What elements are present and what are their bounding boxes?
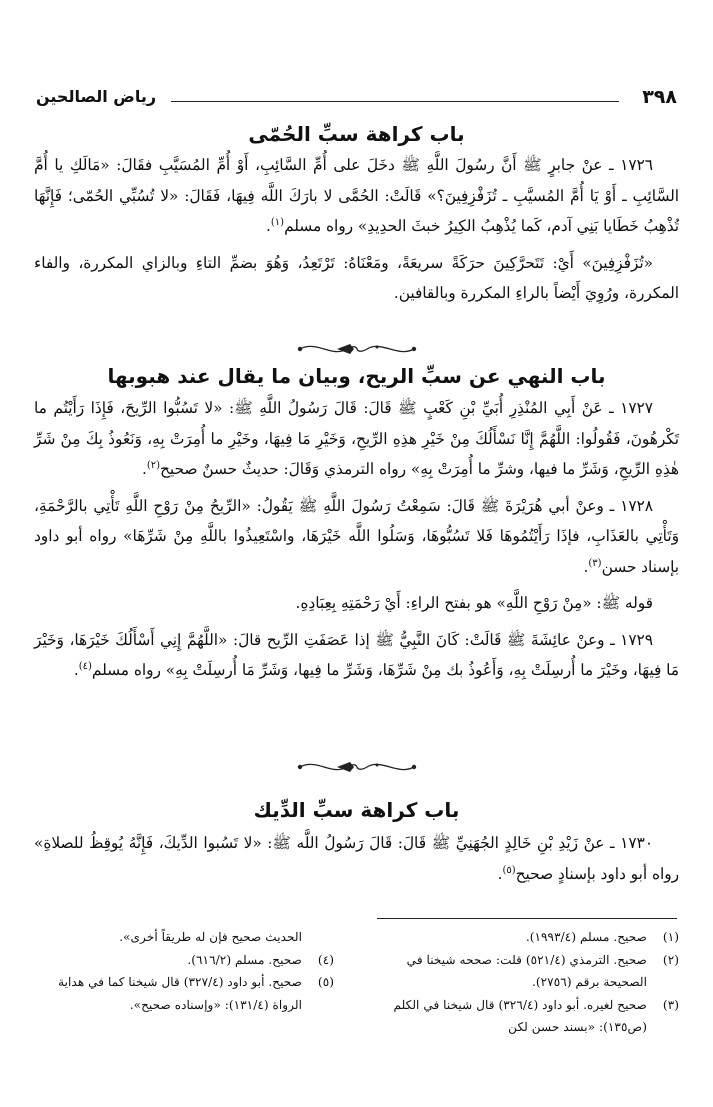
ornament-divider-icon [292,756,422,778]
paragraph-text: قوله ﷺ: «مِنْ رَوْحِ اللَّهِ» هو بفتح الراءِ: أَيْ رَحْمَتِهِ بِعِبَادِهِ. [295,594,653,612]
hadith-1728: ١٧٢٨ ـ وعنْ أبي هُرَيْرَةَ ﷺ قَالَ: سَمِعْتُ رَسُولَ اللَّهِ ﷺ يَقُولُ: «الرِّيحُ مِنْ رَوْحِ اللَّهِ تَأْتِي بالرَّحْمَةِ، وَتَأْتِي بالعَذَابِ، فإذَا رَأَيْتُمُوهَا فَلا تَسُبُّوهَا، وَسَلُوا اللَّه خَيْرَهَا، واسْتَعِيذُوا باللَّهِ مِنْ شَرِّهَا» رواه أبو داود بإسناد حسن$^{(٣)}$. [34,496,679,576]
chapter-body-fever [34,150,679,309]
paragraph-text: ١٧٢٨ ـ وعنْ أبي هُرَيْرَةَ ﷺ قَالَ: سَمِعْتُ رَسُولَ اللَّهِ ﷺ يَقُولُ: «الرِّيحُ مِنْ رَوْحِ اللَّهِ تَأْتِي بالرَّحْمَةِ، وَتَأْتِي بالعَذَابِ، فإذَا رَأَيْتُمُوهَا فَلا تَسُبُّوهَا، وَسَلُوا اللَّه خَيْرَهَا، واسْتَعِيذُوا باللَّهِ مِنْ شَرِّهَا» رواه أبو داود بإسناد حسن [34,496,679,576]
footnote-marker: (١) [270,216,285,228]
footnote-number: (١) [662,930,679,944]
footnote-rule [377,918,677,919]
footnote-number: (٤) [317,952,334,967]
footnotes-left-column [34,926,334,1016]
hadith-1730: ١٧٣٠ ـ عنْ زَيْدِ بْنِ خَالِدٍ الجُهَنِيِّ ﷺ قَالَ: قَالَ رَسُولُ اللَّه ﷺ: «لا تَسُبوا الدِّيكَ، فَإِنَّهُ يُوقِظُ للصلاةِ» رواه أبو داود بإسنادٍ صحيح$^{(٥)}$. [34,834,679,883]
footnote-marker: (٤) [78,660,92,672]
paragraph-text: «تُزَفْزِفِينَ» أَيْ: تَتَحرَّكِينَ حرَكَةً سريعَةً، ومَعْنَاهُ: تَرْتَعِدُ، وَهُوَ بضمِّ التاءِ وبالزاي المكررة، والفاء المكررة، ورُوِيَ أَيْضاً بالراءِ المكررة وبالقافين. [34,253,679,302]
chapter-title-rooster: باب كراهة سبِّ الدِّيك [253,798,460,822]
footnote-text: صحيح لغيره. أبو داود (٣٢٦/٤) قال شيخنا في الكلم (ص١٣٥): «بسند حسن لكن [393,997,647,1034]
footnote-marker: (٣) [588,557,602,569]
footnote-marker: (٢) [146,459,161,471]
footnote-text: صحيح. مسلم (٦١٦/٢). [187,952,302,967]
chapter-title-fever: باب كراهة سبِّ الحُمّى [248,122,465,146]
footnote-number: (٥) [317,975,334,989]
ornament-divider-icon [292,338,422,360]
footnote-marker: (٥) [502,864,516,876]
footnote-5 [34,971,334,1016]
book-title: رياض الصالحين [36,87,157,106]
footnote-4 [34,949,334,972]
chapter-title-wind: باب النهي عن سبِّ الريح، وبيان ما يقال عند هبوبها [107,364,606,388]
footnote-3-continuation: الحديث صحيح فإن له طريقاً أخرى». [119,930,302,944]
hadith-1726: ١٧٢٦ ـ عنْ جابرٍ ﷺ أَنَّ رسُولَ اللَّهِ ﷺ دخَلَ على أُمِّ السَّائِبِ، أَوْ أُمِّ المُسَيَّبِ فقَالَ: «مَالَكِ يا أُمَّ السَّائِبِ ـ أَوْ يَا أُمَّ المُسيَّبِ ـ تُزَفْزِفِينَ؟» قَالَتْ: الحُمَّى لا بارَكَ اللَّه فِيهَا، فَقَالَ: «لا تُسُبِّي الحُمّى؛ فَإِنَّهَا تُذْهِبُ خَطَايا بَنِي آدم، كَما يُذْهِبُ الكِيرُ خبثَ الحدِيدِ» رواه مسلم$^{(١)}$. [34,156,679,235]
footnote-3 [364,994,679,1039]
footnote-2 [364,949,679,994]
hadith-1727: ١٧٢٧ ـ عَنْ أَبِي المُنْذِرِ أُبَيِّ بْنِ كَعْبٍ ﷺ قَالَ: قَالَ رَسُولُ اللَّهِ ﷺ: «لا تَسُبُّوا الرِّيحَ، فَإِذَا رَأَيْتُم ما تَكْرهُونَ، فَقُولُوا: اللَّهُمَّ إِنَّا نَسْأَلُكَ مِنْ خَيْرِ هذِهِ الرِّيحِ، وَخَيْرِ مَا فِيهَا، وخَيْرِ ما أُمِرَتْ بِهِ، وَنَعُوذُ بِكَ مِنْ شَرِّ هٰذِهِ الرِّيحِ، وَشَرِّ ما فيها، وشرِّ ما أُمِرَتْ بِهِ» رواه الترمذي وَقَالَ: حديثٌ حسنٌ صحيح$^{(٢)}$. [34,399,679,478]
paragraph-text: ١٧٢٧ ـ عَنْ أَبِي المُنْذِرِ أُبَيِّ بْنِ كَعْبٍ ﷺ قَالَ: قَالَ رَسُولُ اللَّهِ ﷺ: «لا تَسُبُّوا الرِّيحَ، فَإِذَا رَأَيْتُم ما تَكْرهُونَ، فَقُولُوا: اللَّهُمَّ إِنَّا نَسْأَلُكَ مِنْ خَيْرِ هذِهِ الرِّيحِ، وَخَيْرِ مَا فِيهَا، وخَيْرِ ما أُمِرَتْ بِهِ، وَنَعُوذُ بِكَ مِنْ شَرِّ هٰذِهِ الرِّيحِ، وَشَرِّ ما فيها، وشرِّ ما أُمِرَتْ بِهِ» رواه الترمذي وَقَالَ: حديثٌ حسنٌ صحيح [34,399,679,478]
footnote-1 [364,926,679,949]
chapter-body-rooster [34,828,679,889]
header-rule [171,101,619,102]
footnotes-right-column [364,926,679,1039]
paragraph-text: ١٧٢٦ ـ عنْ جابرٍ ﷺ أَنَّ رسُولَ اللَّهِ ﷺ دخَلَ على أُمِّ السَّائِبِ، أَوْ أُمِّ المُسَيَّبِ فقَالَ: «مَالَكِ يا أُمَّ السَّائِبِ ـ أَوْ يَا أُمَّ المُسيَّبِ ـ تُزَفْزِفِينَ؟» قَالَتْ: الحُمَّى لا بارَكَ اللَّه فِيهَا، فَقَالَ: «لا تُسُبِّي الحُمّى؛ فَإِنَّهَا تُذْهِبُ خَطَايا بَنِي آدم، كَما يُذْهِبُ الكِيرُ خبثَ الحدِيدِ» رواه مسلم [34,156,679,235]
footnote-text: صحيح. أبو داود (٣٢٧/٤) قال شيخنا كما في هداية الرواة (١٣١/٤): «وإسناده صحيح». [58,975,302,1012]
paragraph-text: ١٧٣٠ ـ عنْ زَيْدِ بْنِ خَالِدٍ الجُهَنِيِّ ﷺ قَالَ: قَالَ رَسُولُ اللَّه ﷺ: «لا تَسُبوا الدِّيكَ، فَإِنَّهُ يُوقِظُ للصلاةِ» رواه أبو داود بإسنادٍ صحيح [34,834,679,883]
footnote-text: صحيح. مسلم (١٩٩٣/٤). [525,930,647,944]
footnote-text: صحيح. الترمذي (٥٢١/٤) قلت: صححه شيخنا في الصحيحة برقم (٢٧٥٦). [406,952,647,989]
footnote-number: (٢) [662,952,679,967]
explanation-paragraph [34,248,679,309]
chapter-body-wind [34,393,679,686]
running-header [36,86,677,110]
explanation-paragraph [34,588,679,619]
page-number: ٣٩٨ [642,86,677,108]
paragraph-text: ١٧٢٩ ـ وعنْ عائِشَةَ ﷺ قَالَتْ: كَانَ النَّبِيُّ ﷺ إذا عَصَفَتِ الرِّيح قالَ: «اللَّهُمَّ إِنِي أَسْأَلُكَ خَيْرَهَا، وَخَيْرَ مَا فِيهَا، وخَيْرَ ما أُرسِلَتْ بِهِ، وَأَعُوذُ بك مِنْ شَرِّهَا، وَشَرِّ ما فِيها، وَشَرِّ مَا أُرسِلَتْ بِهِ» رواه مسلم [34,630,679,679]
footnote-number: (٣) [662,997,679,1012]
hadith-1729: ١٧٢٩ ـ وعنْ عائِشَةَ ﷺ قَالَتْ: كَانَ النَّبِيُّ ﷺ إذا عَصَفَتِ الرِّيح قالَ: «اللَّهُمَّ إِنِي أَسْأَلُكَ خَيْرَهَا، وَخَيْرَ مَا فِيهَا، وخَيْرَ ما أُرسِلَتْ بِهِ، وَأَعُوذُ بك مِنْ شَرِّهَا، وَشَرِّ ما فِيها، وَشَرِّ مَا أُرسِلَتْ بِهِ» رواه مسلم$^{(٤)}$. [34,630,679,679]
